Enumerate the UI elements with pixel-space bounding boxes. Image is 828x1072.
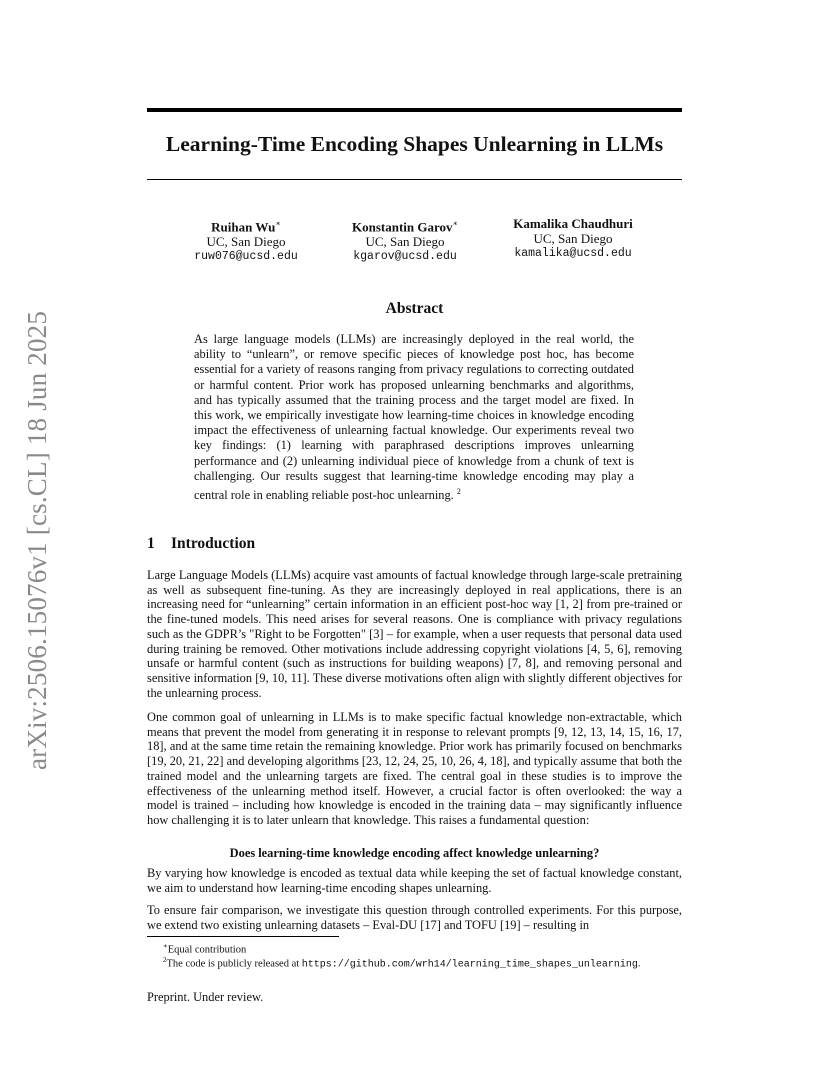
footnote-text: The code is publicly released at (166, 958, 302, 970)
title-rule-top (147, 108, 682, 112)
author-3 (505, 216, 641, 261)
footnote-tail: . (637, 958, 641, 970)
title-rule-bottom (147, 179, 682, 180)
author-name: Ruihan Wu (211, 219, 276, 235)
abstract-body (194, 332, 634, 503)
footnote-2 (163, 954, 640, 972)
intro-paragraph-2: One common goal of unlearning in LLMs is to make specific factual knowledge non-extractable, which means that prevent the model from generating it in response to relevant prompts [9, 12, 13, 14, 15, 16, 17, 18], and at the same time retain the remaining knowledge. Prior work has primarily focused on benchmarks [19, 20, 21, 22] and developing algorithms [23, 12, 24, 25, 10, 26, 4, 18], and typically assume that both the trained model and the unlearning targets are fixed. The central goal in these studies is to improve the effectiveness of the unlearning method itself. However, a crucial factor is often overlooked: the way a model is trained – including how knowledge is encoded in the training data – may significantly influence how challenging it is to later unlearn that knowledge. This raises a fundamental question: (147, 710, 682, 827)
author-email[interactable]: kamalika@ucsd.edu (514, 247, 632, 260)
author-affiliation: UC, San Diego (533, 231, 613, 246)
author-email[interactable]: ruw076@ucsd.edu (194, 250, 298, 264)
intro-paragraph-1: Large Language Models (LLMs) acquire vast amounts of factual knowledge through large-scale pretraining as well as subsequent fine-tuning. As they are increasingly deployed in real applications, there is an increasing need for “unlearning” certain information in an efficient post-hoc way [1, 2] from pre-trained or the fine-tuned models. This need arises for several reasons. One is compliance with privacy regulations such as the GDPR’s "Right to be Forgotten" [3] – for example, when a user requests that personal data used during training be removed. Other motivations include addressing copyright violations [4, 5, 6], removing unsafe or harmful content (such as instructions for building weapons) [7, 8], and removing personal and sensitive information [9, 10, 11]. These diverse motivations often align with slightly different objectives for the unlearning process. (147, 568, 682, 700)
paper-title: Learning-Time Encoding Shapes Unlearning in LLMs (165, 132, 664, 156)
abstract-heading: Abstract (385, 300, 444, 317)
arxiv-stamp: arXiv:2506.15076v1 [cs.CL] 18 Jun 2025 (22, 310, 52, 770)
section-heading-introduction (147, 535, 255, 553)
author-name: Konstantin Garov (352, 219, 453, 235)
preprint-note: Preprint. Under review. (147, 990, 264, 1004)
code-link[interactable]: https://github.com/wrh14/learning_time_shapes_unlearning (301, 959, 638, 971)
abstract-text: As large language models (LLMs) are increasingly deployed in the real world, the ability to “unlearn”, or remove specific pieces of knowledge post hoc, has become essential for a variety of reasons ranging from privacy regulations to correcting outdated or harmful content. Prior work has proposed unlearning benchmarks and algorithms, and has typically assumed that the training process and the target model are fixed. In this work, we empirically investigate how learning-time choices in knowledge encoding impact the effectiveness of unlearning factual knowledge. Our experiments reveal two key findings: (1) learning with paraphrased descriptions improves unlearning performance and (2) unlearning individual piece of knowledge from a chunk of text is challenging. Our results suggest that learning-time knowledge encoding may play a central role in enabling reliable post-hoc unlearning. (194, 332, 634, 503)
author-1 (190, 216, 302, 264)
research-question: Does learning-time knowledge encoding affect knowledge unlearning? (229, 846, 600, 860)
section-title: Introduction (171, 535, 256, 552)
author-affiliation: UC, San Diego (365, 234, 445, 250)
section-number: 1 (147, 535, 155, 552)
intro-paragraph-4: To ensure fair comparison, we investigate this question through controlled experiments. For this purpose, we extend two existing unlearning datasets – Eval-DU [17] and TOFU [19] – resulting in (147, 903, 682, 932)
author-email[interactable]: kgarov@ucsd.edu (353, 250, 457, 264)
footnote-ref[interactable]: 2 (456, 487, 461, 497)
author-affiliation: UC, San Diego (206, 234, 286, 250)
footnote-rule (147, 936, 339, 937)
footnote-mark: ∗ (163, 942, 168, 950)
intro-paragraph-3: By varying how knowledge is encoded as textual data while keeping the set of factual knowledge constant, we aim to understand how learning-time encoding shapes unlearning. (147, 866, 682, 895)
author-mark: ∗ (452, 219, 458, 228)
footnote-mark: 2 (163, 956, 167, 964)
author-2 (339, 216, 471, 264)
author-name: Kamalika Chaudhuri (513, 216, 633, 231)
footnote-text: Equal contribution (167, 944, 247, 956)
author-mark: ∗ (275, 219, 281, 228)
